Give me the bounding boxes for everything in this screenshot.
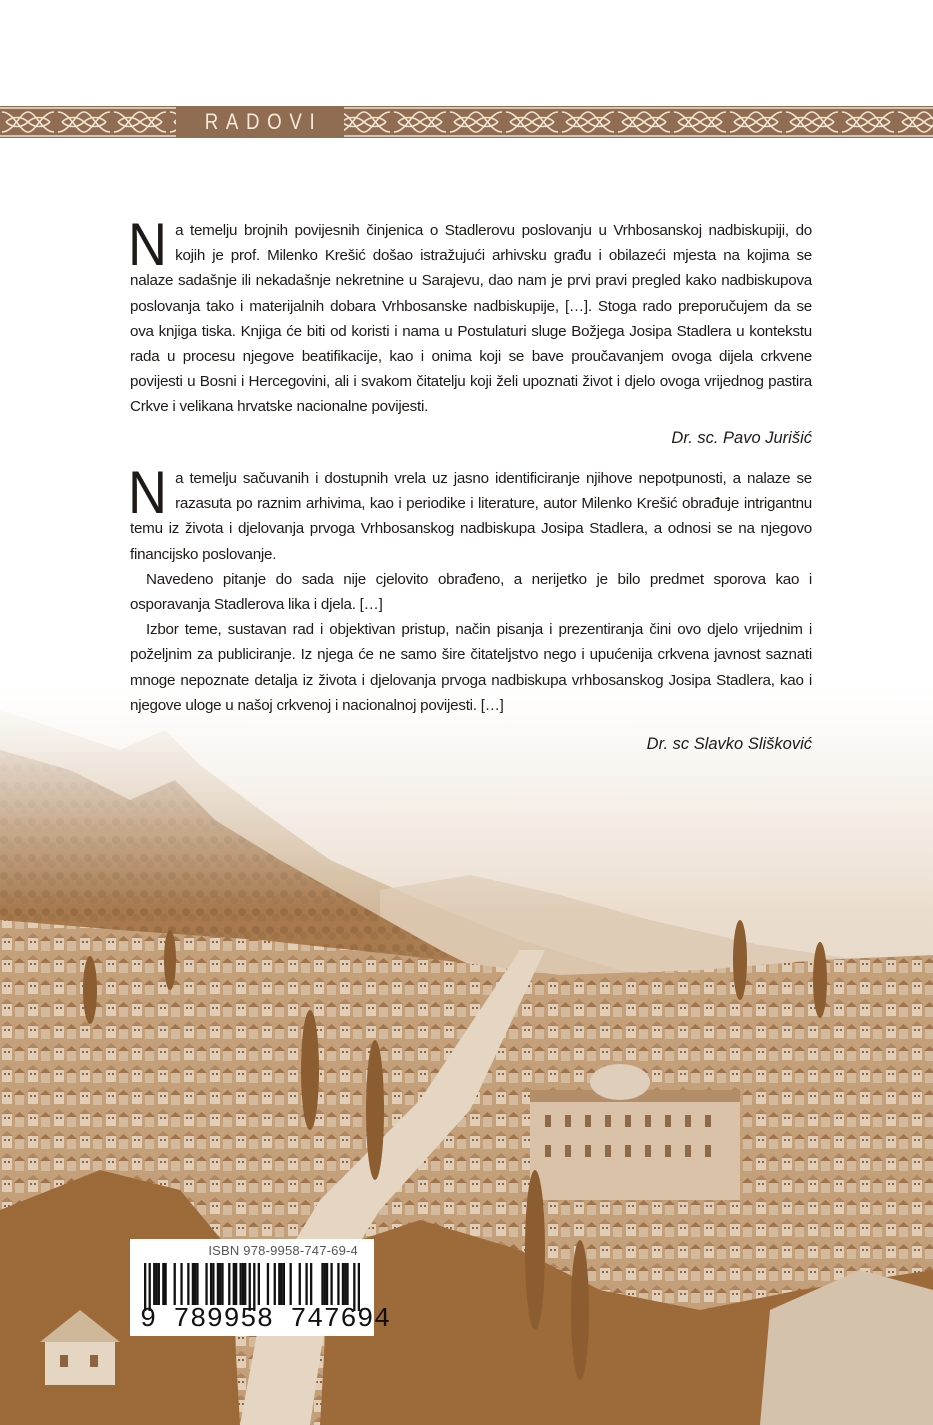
- barcode-bar: [346, 1263, 348, 1305]
- barcode-bar: [242, 1263, 244, 1305]
- barcode-bar: [342, 1263, 344, 1305]
- barcode-bar: [162, 1263, 164, 1305]
- section-label: RADOVI: [205, 109, 323, 134]
- barcode-bar: [326, 1263, 328, 1305]
- review-1-signature: Dr. sc. Pavo Jurišić: [671, 428, 812, 447]
- review-2-paragraph-3: Izbor teme, sustavan rad i objektivan pristup, način pisanja i prezentiranja čini ovo djelo vrijednim i poželjnim za publiciranje. Iz njega će ne samo šire čitateljstvo nego i upućenija crkvena javnost saznati mnoge nepoznate detalja iz života i djelovanja prvoga nadbiskupa vrhbosanskog Josipa Stadlera, kao i njegove uloge u našoj crkvenoj i nacionalnoj povijesti. […]: [130, 621, 812, 714]
- isbn-label: ISBN 978-9958-747-69-4: [208, 1243, 358, 1258]
- barcode-bar: [221, 1263, 223, 1305]
- barcode-bar: [174, 1263, 176, 1305]
- barcode-bar: [280, 1263, 282, 1305]
- barcode-bar: [144, 1263, 146, 1311]
- barcode-bar: [164, 1263, 166, 1305]
- header-ornament-band: [0, 106, 933, 138]
- barcode-bar: [278, 1263, 280, 1305]
- barcode-bar: [258, 1263, 260, 1305]
- barcode-bar: [192, 1263, 194, 1305]
- barcode-bar: [149, 1263, 151, 1311]
- barcode-bar: [158, 1263, 160, 1305]
- review-2: [128, 459, 812, 757]
- barcode-bar: [283, 1263, 285, 1305]
- barcode-bar: [249, 1263, 251, 1311]
- barcode-bar: [205, 1263, 207, 1305]
- barcode-bar: [239, 1263, 241, 1305]
- barcode-bar: [194, 1263, 196, 1305]
- review-2-paragraph-2: Navedeno pitanje do sada nije cjelovito obrađeno, a nerijetko je bilo predmet sporova kao i osporavanja Stadlerova lika i djela. […]: [130, 570, 812, 614]
- barcode-bar: [212, 1263, 214, 1305]
- barcode-bar: [290, 1263, 292, 1305]
- barcode-bar: [235, 1263, 237, 1305]
- barcode-digits: 9 789958 747694: [140, 1305, 391, 1335]
- barcode-bar: [217, 1263, 219, 1305]
- drop-cap: N: [128, 459, 167, 526]
- barcode-bar: [299, 1263, 301, 1305]
- barcode-bar: [233, 1263, 235, 1305]
- barcode-bar: [321, 1263, 323, 1305]
- drop-cap: N: [128, 211, 167, 278]
- celtic-knot-ornament-icon: [0, 106, 933, 138]
- barcode-bar: [274, 1263, 276, 1305]
- review-1: [128, 211, 812, 451]
- barcode-bar: [219, 1263, 221, 1305]
- barcode-bar: [253, 1263, 255, 1311]
- barcode-bar: [305, 1263, 307, 1305]
- review-1-paragraph-1: [128, 211, 812, 420]
- review-2-text-1: a temelju sačuvanih i dostupnih vrela uz jasno identificiranje njihove nepotpunosti, a nalaze se razasuta po raznim arhivima, kao i periodike i literature, autor Milenko Krešić obrađuje intrigantnu temu iz života i djelovanja prvoga Vrhbosanskog nadbiskupa Josipa Stadlera, a odnosi se na njegovo financijsko poslovanje.: [130, 470, 812, 563]
- barcode-bar: [353, 1263, 355, 1311]
- isbn-barcode-box: [130, 1239, 391, 1336]
- barcode-bar: [180, 1263, 182, 1305]
- section-label-box: [176, 106, 344, 138]
- barcode-bar: [196, 1263, 198, 1305]
- barcode-bar: [358, 1263, 360, 1311]
- barcode-bar: [244, 1263, 246, 1305]
- barcode-icon: [144, 1263, 360, 1311]
- review-2-paragraph-1: [128, 459, 812, 567]
- barcode-bar: [330, 1263, 332, 1305]
- barcode-bar: [344, 1263, 346, 1305]
- barcode-bar: [210, 1263, 212, 1305]
- barcode-bar: [153, 1263, 155, 1305]
- barcode-bar: [310, 1263, 312, 1305]
- barcode-bar: [267, 1263, 269, 1305]
- review-2-signature: Dr. sc Slavko Slišković: [646, 735, 812, 754]
- barcode-bar: [228, 1263, 230, 1305]
- barcode-bar: [337, 1263, 339, 1305]
- review-1-text: a temelju brojnih povijesnih činjenica o Stadlerovu poslovanju u Vrhbosanskoj nadbiskupiji, do kojih je prof. Milenko Krešić došao istražujući arhivsku građu i obilazeći mjesta na kojima se nalaze sadašnje ili nekadašnje nekretnine u Sarajevu, dao nam je prvi pravi pregled kako nadbiskupova poslovanja tako i materijalnih dobara Vrhbosanske nadbiskupije, […]. Stoga rado preporučujem da se ova knjiga tiska. Knjiga će biti od koristi i nama u Postulaturi sluge Božjega Josipa Stadlera u kontekstu rada u procesu njegove beatifikacije, kao i onima koji se bave proučavanjem ovoga dijela crkvene povijesti u Bosni i Hercegovini, ali i svakom čitatelju koji želi upoznati život i djelo ovoga vrijednog pastira Crkve i velikana hrvatske nacionalne povijesti.: [130, 222, 812, 416]
- barcode-bar: [187, 1263, 189, 1305]
- barcode-bar: [324, 1263, 326, 1305]
- barcode-bar: [155, 1263, 157, 1305]
